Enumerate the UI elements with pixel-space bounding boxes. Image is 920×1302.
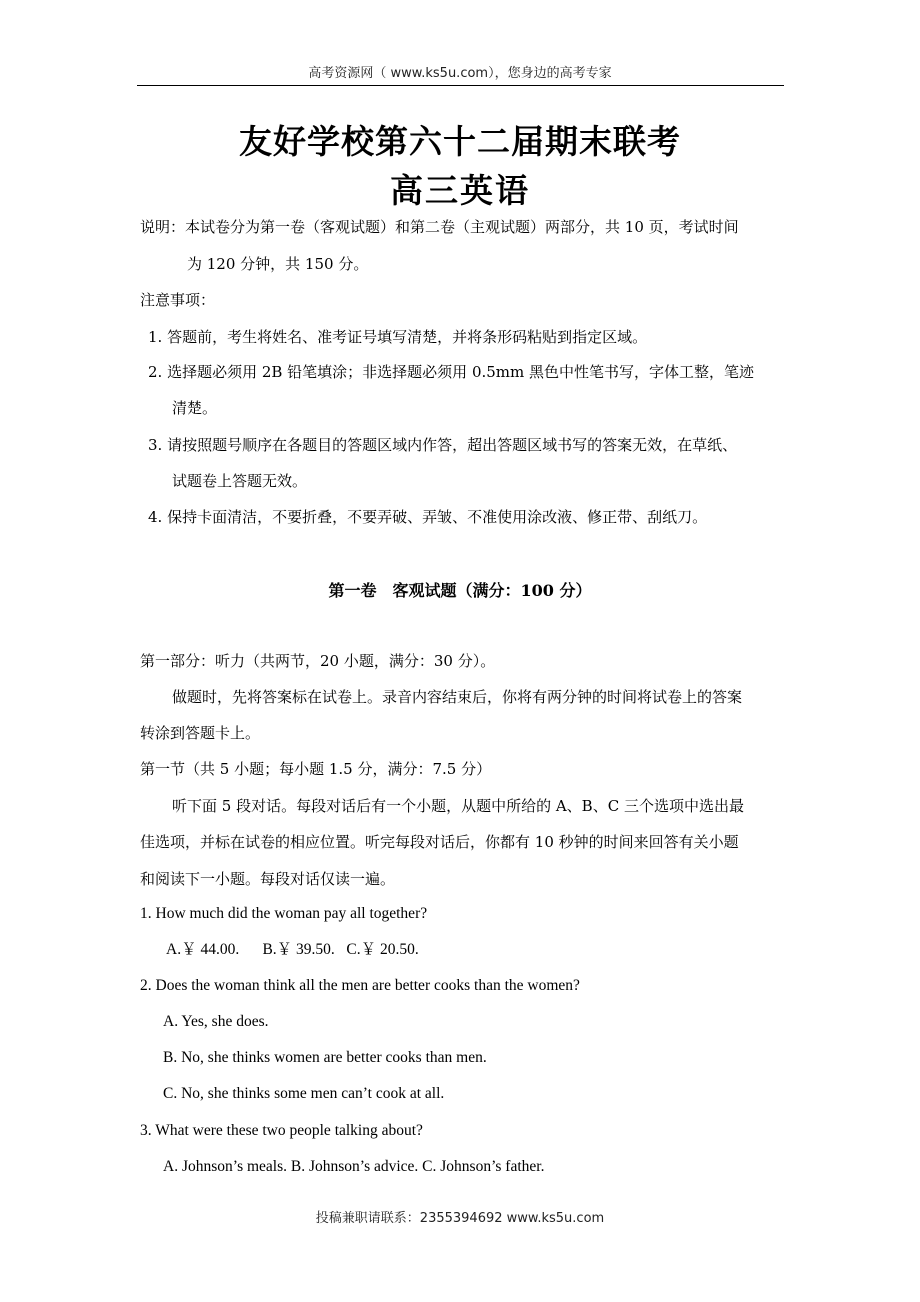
header-divider xyxy=(137,85,784,86)
question-3-options: A. Johnson’s meals. B. Johnson’s advice. C. Johnson’s father. xyxy=(163,1158,545,1175)
note-item-2-cont: 清楚。 xyxy=(172,399,218,417)
question-2-option-a: A. Yes, she does. xyxy=(163,1013,269,1030)
volume-1-heading: 第一卷 客观试题（满分：100 分） xyxy=(328,581,592,600)
section-1-instructions-2: 佳选项，并标在试卷的相应位置。听完每段对话后，你都有 10 秒钟的时间来回答有关小题 xyxy=(140,833,739,851)
question-2-option-b: B. No, she thinks women are better cooks than men. xyxy=(163,1049,487,1066)
note-item-3: 3. 请按照题号顺序在各题目的答题区域内作答，超出答题区域书写的答案无效，在草纸、 xyxy=(148,436,738,454)
part-1-intro-2: 转涂到答题卡上。 xyxy=(140,724,261,742)
notes-label: 注意事项： xyxy=(140,291,216,309)
note-item-1: 1. 答题前，考生将姓名、准考证号填写清楚，并将条形码粘贴到指定区域。 xyxy=(148,328,648,346)
question-2-stem: 2. Does the woman think all the men are better cooks than the women? xyxy=(140,977,580,994)
question-1-options: A.￥ 44.00. B.￥ 39.50. C.￥ 20.50. xyxy=(166,941,419,958)
section-1-heading: 第一节（共 5 小题；每小题 1.5 分，满分：7.5 分） xyxy=(140,760,492,778)
question-1-stem: 1. How much did the woman pay all together? xyxy=(140,905,428,922)
section-1-instructions-1: 听下面 5 段对话。每段对话后有一个小题，从题中所给的 A、B、C 三个选项中选出最 xyxy=(172,797,744,815)
note-item-2: 2. 选择题必须用 2B 铅笔填涂；非选择题必须用 0.5mm 黑色中性笔书写，字体工整，笔迹 xyxy=(148,363,755,381)
question-3-stem: 3. What were these two people talking about? xyxy=(140,1122,423,1139)
exam-title: 友好学校第六十二届期末联考 xyxy=(239,122,681,161)
page-footer: 投稿兼职请联系：2355394692 www.ks5u.com xyxy=(315,1211,605,1226)
part-1-heading: 第一部分：听力（共两节，20 小题，满分：30 分）。 xyxy=(140,652,496,670)
part-1-intro-1: 做题时，先将答案标在试卷上。录音内容结束后，你将有两分钟的时间将试卷上的答案 xyxy=(172,688,743,706)
note-item-4: 4. 保持卡面清洁，不要折叠，不要弄破、弄皱、不准使用涂改液、修正带、刮纸刀。 xyxy=(148,508,708,526)
exam-subject: 高三英语 xyxy=(390,171,530,210)
section-1-instructions-3: 和阅读下一小题。每段对话仅读一遍。 xyxy=(140,870,396,888)
question-2-option-c: C. No, she thinks some men can’t cook at all. xyxy=(163,1085,445,1102)
page-header: 高考资源网（ www.ks5u.com），您身边的高考专家 xyxy=(308,66,612,81)
instructions-line-1: 说明：本试卷分为第一卷（客观试题）和第二卷（主观试题）两部分，共 10 页，考试时间 xyxy=(140,218,739,236)
note-item-3-cont: 试题卷上答题无效。 xyxy=(172,472,308,490)
instructions-line-2: 为 120 分钟，共 150 分。 xyxy=(187,255,369,273)
